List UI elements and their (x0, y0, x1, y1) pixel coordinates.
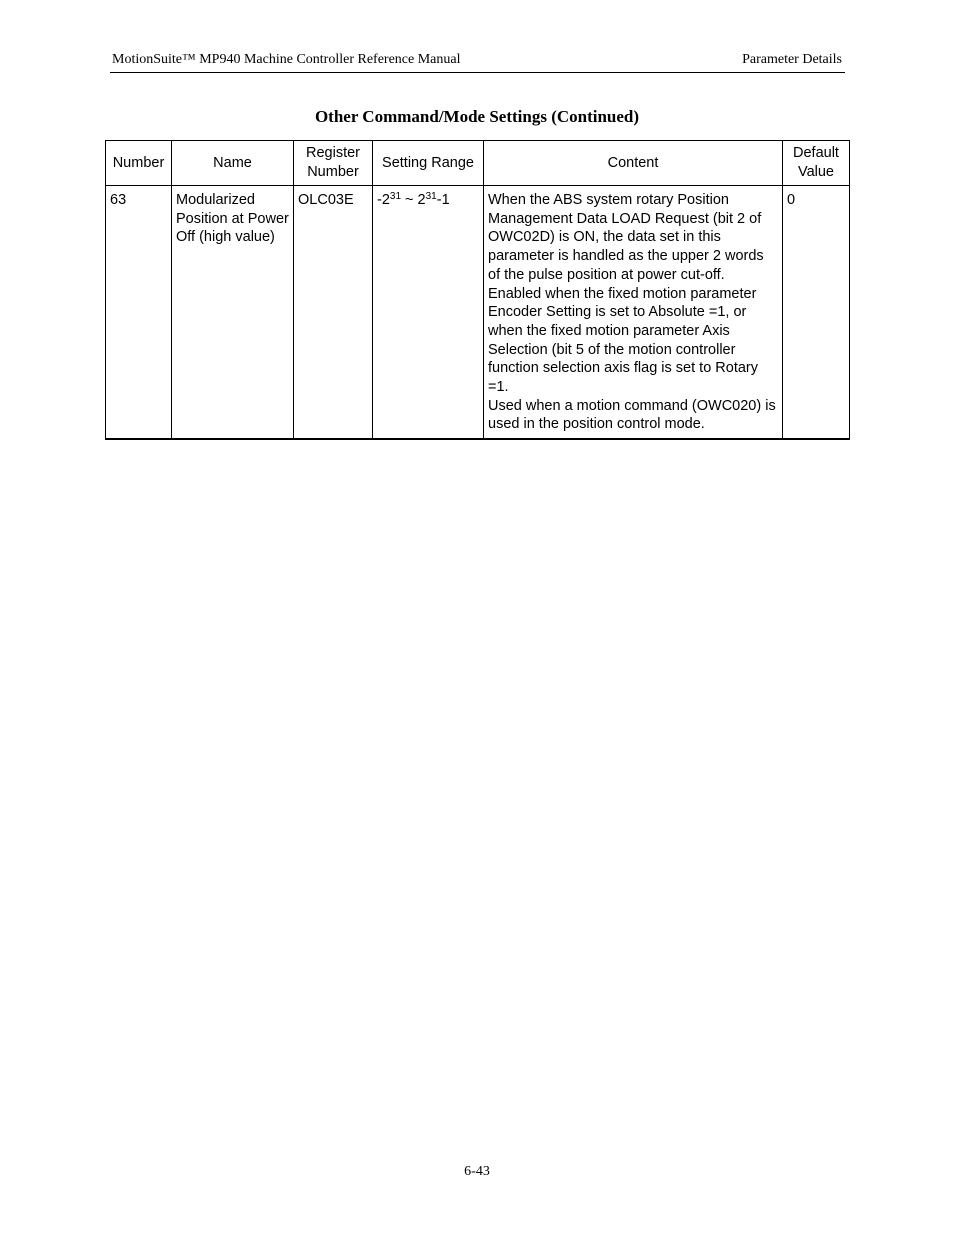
range-part-2: ~ 2 (401, 192, 426, 208)
section-title: Parameter Details (742, 52, 842, 67)
range-part-1: -2 (377, 192, 390, 208)
column-header-register-number: Register Number (294, 141, 373, 186)
parameter-table (105, 140, 850, 440)
cell-name: Modularized Position at Power Off (high value) (172, 186, 294, 440)
cell-setting-range (373, 186, 484, 440)
cell-default-value: 0 (783, 186, 850, 440)
column-header-name: Name (172, 141, 294, 186)
page-number: 6-43 (464, 1164, 490, 1179)
cell-content (484, 186, 783, 440)
cell-number: 63 (106, 186, 172, 440)
manual-title: MotionSuite™ MP940 Machine Controller Reference Manual (112, 52, 461, 67)
table-title: Other Command/Mode Settings (Continued) (314, 107, 640, 126)
content-paragraph-3: Used when a motion command (OWC020) is used in the position control mode. (488, 397, 776, 433)
column-header-default-value: Default Value (783, 141, 850, 186)
cell-register-number: OLC03E (294, 186, 373, 440)
column-header-number: Number (106, 141, 172, 186)
table-header-row (106, 141, 850, 186)
page-header (110, 52, 845, 73)
table-row (106, 186, 850, 440)
content-paragraph-2: Enabled when the fixed motion parameter Encoder Setting is set to Absolute =1, or when the fixed motion parameter Axis Selection (bit 5 of the motion controller function selection axis flag is set to Rotary =1. (488, 285, 758, 396)
range-exponent-1: 31 (389, 191, 402, 202)
range-part-3: -1 (436, 192, 450, 208)
range-exponent-2: 31 (425, 191, 437, 202)
content-paragraph-1: When the ABS system rotary Position Management Data LOAD Request (bit 2 of OWC02D) is ON, the data set in this parameter is handled as the upper 2 words of the pulse position at power cut-off. (488, 192, 764, 283)
column-header-content: Content (484, 141, 783, 186)
column-header-setting-range: Setting Range (373, 141, 484, 186)
